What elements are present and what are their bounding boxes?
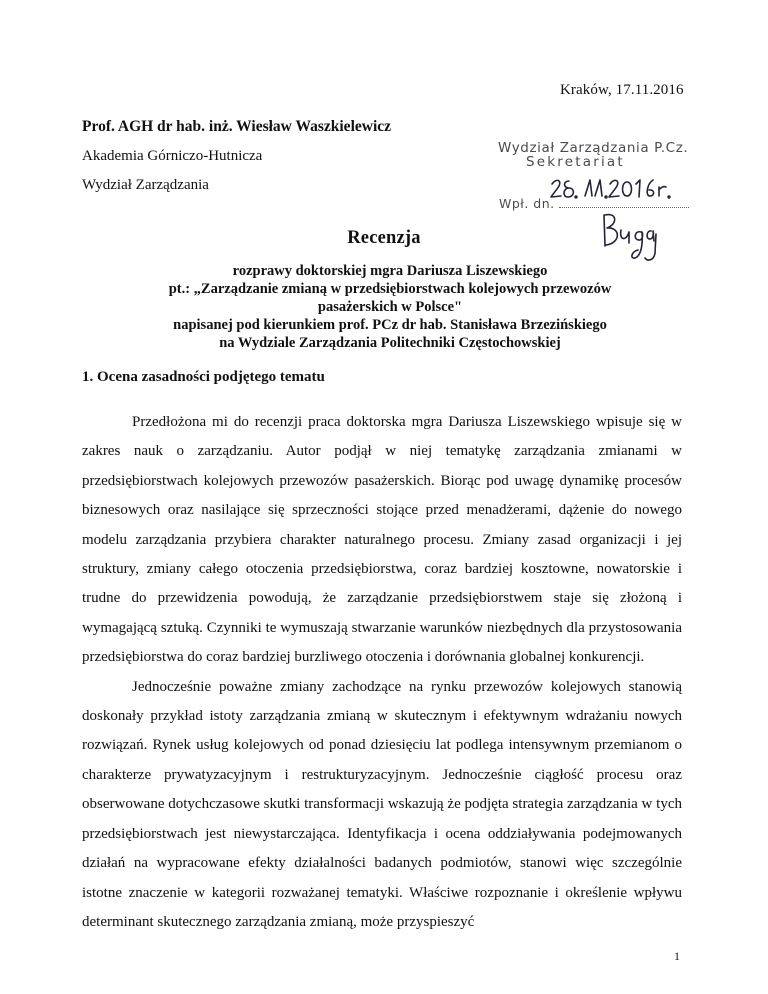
body-text [82, 408, 682, 937]
subject-line: pasażerskich w Polsce" [317, 299, 463, 315]
secretariat-stamp [498, 140, 748, 211]
reviewer-name: Prof. AGH dr hab. inż. Wiesław Waszkielewicz [82, 118, 392, 135]
paragraph: Jednocześnie poważne zmiany zachodzące na rynku przewozów kolejowych stanowią doskonały przykład istoty zarządzania zmianą w skutecznym i efektywnym wdrażaniu nowych rozwiązań. Rynek usług kolejowych od ponad dziesięciu lat podlega intensywnym przemianom o charakterze prywatyzacyjnym i restrukturyzacyjnym. Jednocześnie ciągłość procesu oraz obserwowane dotychczasowe skutki transformacji wskazują że podjęta strategia zarządzania w tych przedsiębiorstwach jest niewystarczająca. Identyfikacja i ocena oddziaływania podejmowanych działań na wypracowane efekty działalności badanych podmiotów, stanowi więc szczególnie istotne znaczenie w kategorii rozważanej tematyki. Właściwe rozpoznanie i określenie wpływu determinant skutecznego zarządzania zmianą, może przyspieszyć [82, 678, 682, 930]
place-date: Kraków, 17.11.2016 [560, 82, 684, 98]
page-number: 1 [674, 949, 680, 963]
subject-line: napisanej pod kierunkiem prof. PCz dr hab. Stanisława Brzezińskiego [173, 317, 607, 333]
stamp-organization: Wydział Zarządzania P.Cz. [498, 140, 689, 156]
reviewer-institution: Akademia Górniczo-Hutnicza [82, 148, 263, 164]
stamp-unit: Sekretariat [526, 154, 625, 170]
subject-line: na Wydziale Zarządzania Politechniki Częstochowskiej [219, 335, 561, 351]
reviewer-faculty: Wydział Zarządzania [82, 177, 209, 193]
document-title: Recenzja [347, 228, 421, 248]
paragraph: Przedłożona mi do recenzji praca doktorska mgra Dariusza Liszewskiego wpisuje się w zakres nauk o zarządzaniu. Autor podjął w niej tematykę zarządzania zmianami w przedsiębiorstwach kolejowych przewozów pasażerskich. Biorąc pod uwagę dynamikę procesów biznesowych oraz nasilające się sprzeczności stojące przed menadżerami, dążenie do nowego modelu zarządzania przybiera charakter naturalnego procesu. Zmiany zasad organizacji i jej struktury, zmiany całego otoczenia przedsiębiorstwa, coraz bardziej kosztowne, nowatorskie i trudne do przewidzenia powodują, że zarządzanie przedsiębiorstwem staje się złożoną i wymagającą sztuką. Czynniki te wymuszają stwarzanie warunków niezbędnych dla przystosowania przedsiębiorstwa do coraz bardziej burzliwego otoczenia i dorównania globalnej konkurencji. [82, 414, 682, 666]
section-heading: 1. Ocena zasadności podjętego tematu [82, 369, 325, 385]
subject-line: rozprawy doktorskiej mgra Dariusza Liszewskiego [232, 263, 548, 279]
author-block [82, 118, 502, 206]
review-subject [110, 262, 670, 352]
subject-line: pt.: „Zarządzanie zmianą w przedsiębiorstwach kolejowych przewozów [168, 281, 612, 297]
handwritten-entry-date [548, 176, 680, 204]
stamp-entry-label: Wpł. dn. [499, 196, 555, 211]
